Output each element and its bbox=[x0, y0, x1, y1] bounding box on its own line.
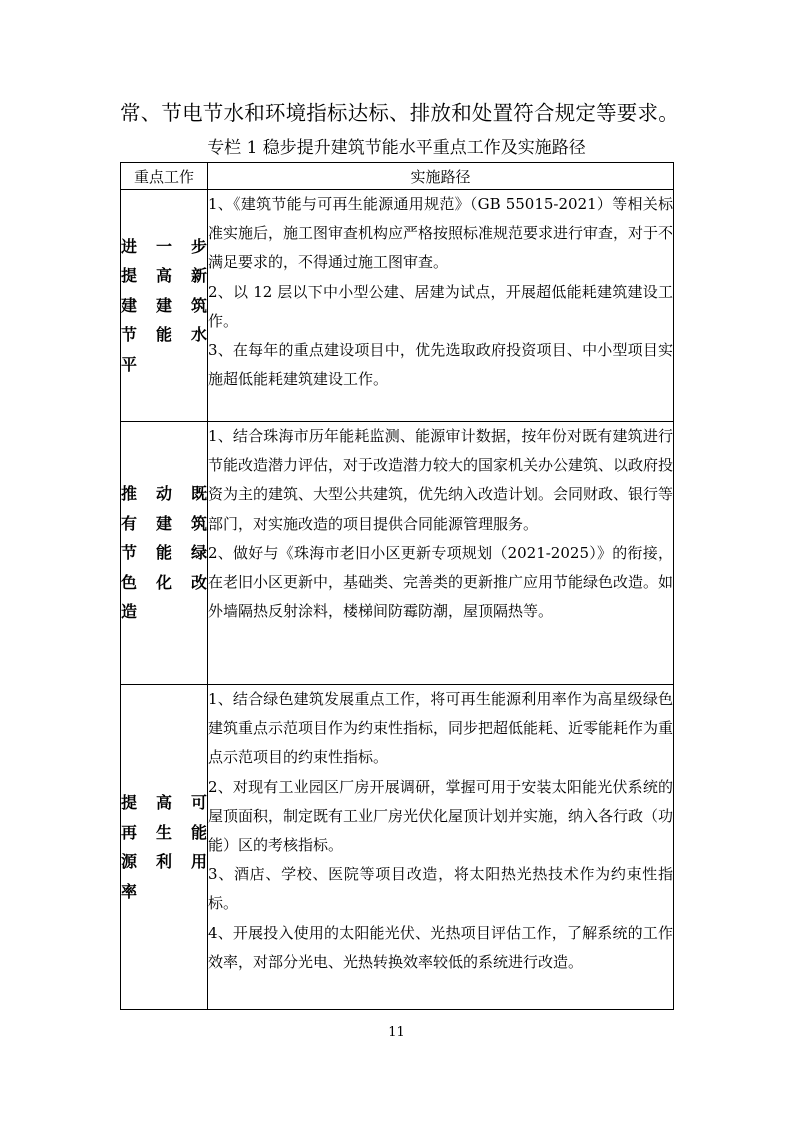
implementation-path-cell bbox=[208, 422, 674, 685]
path-item: 1、结合珠海市历年能耗监测、能源审计数据，按年份对既有建筑进行节能改造潜力评估，对于改造潜力较大的国家机关办公建筑、以政府投资为主的建筑、大型公共建筑，优先纳入改造计划。会同财政、银行等部门，对实施改造的项目提供合同能源管理服务。 bbox=[208, 427, 674, 533]
header-implementation-path: 实施路径 bbox=[208, 163, 674, 190]
header-key-work: 重点工作 bbox=[121, 163, 208, 190]
implementation-path-cell bbox=[208, 190, 674, 422]
key-line: 再生能 bbox=[121, 822, 207, 842]
path-item: 3、酒店、学校、医院等项目改造，将太阳热光热技术作为约束性指标。 bbox=[208, 865, 673, 913]
path-item: 3、在每年的重点建设项目中，优先选取政府投资项目、中小型项目实施超低能耗建筑建设工作。 bbox=[208, 341, 673, 389]
path-item: 1、《建筑节能与可再生能源通用规范》（GB 55015-2021）等相关标准实施后，施工图审查机构应严格按照标准规范要求进行审查，对于不满足要求的，不得通过施工图审查。 bbox=[208, 195, 674, 272]
key-line: 推动既 bbox=[121, 484, 207, 504]
key-line: 建建筑 bbox=[121, 295, 207, 315]
table-header-row bbox=[121, 163, 674, 190]
table-caption: 专栏 1 稳步提升建筑节能水平重点工作及实施路径 bbox=[207, 138, 586, 158]
path-item: 2、以 12 层以下中小型公建、居建为试点，开展超低能耗建筑建设工作。 bbox=[208, 282, 673, 330]
key-line: 提高可 bbox=[121, 793, 207, 812]
key-work-cell bbox=[121, 422, 208, 685]
lead-paragraph: 常、节电节水和环境指标达标、排放和处置符合规定等要求。 bbox=[120, 101, 679, 125]
key-line: 色化改 bbox=[121, 572, 207, 592]
key-line: 提高新 bbox=[121, 266, 207, 286]
key-line: 进一步 bbox=[121, 236, 207, 256]
key-work-cell bbox=[121, 190, 208, 422]
key-line: 有建筑 bbox=[121, 513, 207, 533]
path-item: 2、对现有工业园区厂房开展调研，掌握可用于安装太阳能光伏系统的屋顶面积，制定既有工业厂房光伏化屋顶计划并实施，纳入各行政（功能）区的考核指标。 bbox=[208, 777, 674, 855]
key-work-cell bbox=[121, 685, 208, 1010]
key-line: 节能水 bbox=[121, 325, 207, 345]
key-line: 源利用 bbox=[121, 852, 207, 871]
key-line: 节能绿 bbox=[121, 543, 207, 563]
path-item: 4、开展投入使用的太阳能光伏、光热项目评估工作，了解系统的工作效率，对部分光电、光热转换效率较低的系统进行改造。 bbox=[208, 923, 673, 971]
key-work-table bbox=[120, 162, 674, 1010]
table-row bbox=[121, 422, 674, 685]
key-line: 造 bbox=[121, 602, 138, 622]
path-item: 2、做好与《珠海市老旧小区更新专项规划（2021-2025）》的衔接，在老旧小区更新中，基础类、完善类的更新推广应用节能绿色改造。如外墙隔热反射涂料，楼梯间防霉防潮，屋顶隔热等。 bbox=[208, 543, 674, 621]
key-line: 平 bbox=[121, 354, 138, 374]
key-line: 率 bbox=[121, 881, 138, 901]
table-row bbox=[121, 190, 674, 422]
implementation-path-cell bbox=[208, 685, 674, 1010]
table-row bbox=[121, 685, 674, 1010]
path-item: 1、结合绿色建筑发展重点工作，将可再生能源利用率作为高星级绿色建筑重点示范项目作为约束性指标，同步把超低能耗、近零能耗作为重点示范项目的约束性指标。 bbox=[208, 690, 674, 767]
page-number: 11 bbox=[388, 1025, 405, 1040]
